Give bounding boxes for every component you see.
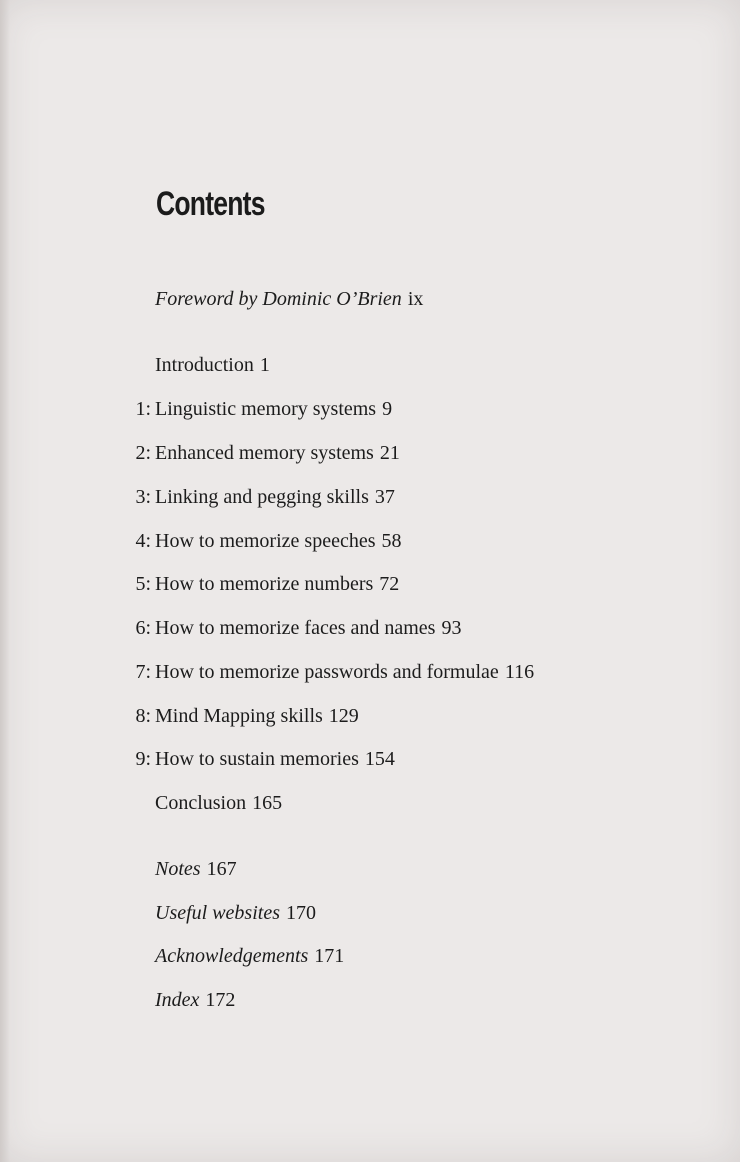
toc-page-number: 171: [314, 945, 345, 967]
toc-page-number: 170: [286, 902, 316, 924]
toc-entry-label: Notes: [155, 858, 201, 880]
toc-entry-label: Enhanced memory systems: [155, 442, 374, 464]
toc-page-number: 165: [252, 792, 283, 814]
chapter-number: 1:: [135, 398, 151, 420]
toc-entry-useful-websites: [155, 901, 316, 925]
toc-entry-chapter-8: [135, 704, 359, 728]
toc-entry-index: [155, 988, 235, 1012]
toc-entry-label: Introduction: [155, 354, 254, 376]
toc-entry-introduction: [155, 353, 270, 377]
chapter-number: 2:: [135, 442, 151, 464]
chapter-number: 6:: [135, 617, 151, 639]
toc-entry-conclusion: [155, 791, 282, 815]
toc-entry-label: How to memorize faces and names: [155, 617, 436, 639]
toc-page-number: 93: [441, 617, 462, 639]
toc-entry-chapter-2: [135, 441, 400, 465]
toc-entry-label: Linking and pegging skills: [155, 486, 369, 508]
chapter-number: 8:: [135, 705, 151, 727]
toc-entry-chapter-9: [135, 747, 395, 771]
toc-entry-label: Mind Mapping skills: [155, 705, 323, 727]
toc-page-number: 116: [504, 661, 535, 683]
toc-page-number: 172: [205, 989, 236, 1011]
toc-entry-label: How to memorize speeches: [155, 530, 376, 552]
toc-entry-label: Conclusion: [155, 792, 247, 814]
toc-entry-label: How to sustain memories: [155, 748, 359, 770]
toc-page-number: 167: [206, 858, 237, 880]
chapter-number: 3:: [135, 486, 151, 508]
toc-entry-label: How to memorize numbers: [155, 573, 374, 595]
toc-entry-label: Foreword by Dominic O’Brien: [155, 288, 402, 310]
toc-entry-label: Acknowledgements: [155, 945, 309, 967]
toc-entry-label: Index: [155, 989, 200, 1011]
toc-page-number: 154: [364, 748, 395, 770]
chapter-number: 7:: [135, 661, 151, 683]
chapter-number: 5:: [135, 573, 151, 595]
chapter-number: 4:: [135, 530, 151, 552]
toc-entry-label: How to memorize passwords and formulae: [155, 661, 499, 683]
toc-entry-chapter-1: [135, 397, 393, 421]
toc-entry-chapter-7: [135, 660, 535, 684]
toc-page-number: 72: [379, 573, 400, 595]
toc-entry-foreword: [155, 287, 423, 311]
toc-page-number: 21: [379, 442, 400, 464]
toc-entry-chapter-5: [135, 572, 400, 596]
toc-entry-acknowledgements: [155, 944, 344, 968]
toc-entry-label: Linguistic memory systems: [155, 398, 377, 420]
toc-page-number: 9: [382, 398, 393, 420]
toc-page-number: 129: [328, 705, 359, 727]
chapter-number: 9:: [135, 748, 151, 770]
toc-page-number: ix: [407, 288, 424, 310]
toc-page-number: 1: [259, 354, 270, 376]
toc-entry-chapter-3: [135, 485, 395, 509]
toc-entry-chapter-4: [135, 529, 402, 553]
toc-entry-label: Useful websites: [155, 902, 280, 924]
toc-page-number: 37: [374, 486, 395, 508]
contents-title: Contents: [156, 185, 265, 223]
toc-entry-chapter-6: [135, 616, 462, 640]
toc-entry-notes: [155, 857, 237, 881]
toc-page-number: 58: [381, 530, 402, 552]
